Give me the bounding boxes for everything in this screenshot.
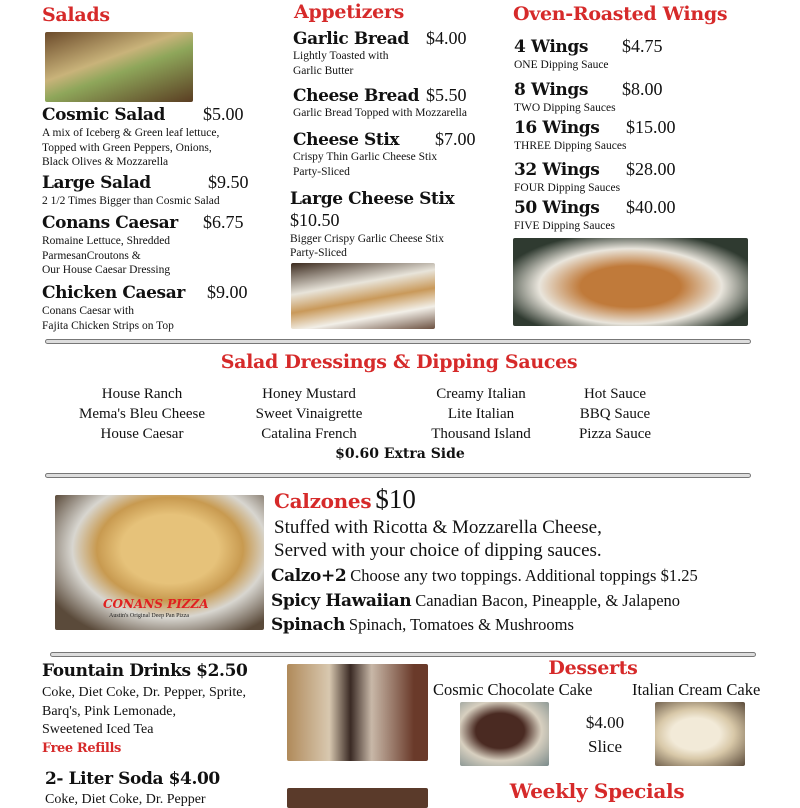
calzone-option xyxy=(271,591,680,611)
salad-photo xyxy=(45,32,193,102)
salad-item-desc: A mix of Iceberg & Green leaf lettuce, xyxy=(42,127,220,139)
wings-option-name: 4 Wings xyxy=(514,37,589,57)
divider xyxy=(50,652,756,657)
salad-item-price: $5.00 xyxy=(203,104,244,124)
appetizer-desc: Garlic Bread Topped with Mozzarella xyxy=(293,107,467,119)
appetizer-desc: Party-Sliced xyxy=(290,247,347,259)
wings-heading: Oven-Roasted Wings xyxy=(513,3,728,25)
fountain-photo xyxy=(287,664,428,761)
sauce-item: Honey Mustard xyxy=(262,386,356,402)
desc-line: Sweetened Iced Tea xyxy=(42,722,154,737)
conans-logo: CONANS PIZZA xyxy=(103,597,209,611)
weekly-specials-heading: Weekly Specials xyxy=(509,779,685,803)
calzone-option xyxy=(271,566,698,586)
wings-option-sauces: TWO Dipping Sauces xyxy=(514,102,616,114)
appetizer-desc: Crispy Thin Garlic Cheese Stix xyxy=(293,151,438,163)
calzone-option-name: Calzo+2 xyxy=(271,566,347,586)
salad-item-desc: Conans Caesar with xyxy=(42,305,134,317)
wings-option-sauces: FIVE Dipping Sauces xyxy=(514,220,615,232)
dessert-price: $4.00 xyxy=(585,713,625,732)
salad-item-price: $9.50 xyxy=(208,172,249,192)
wings-option-name: 16 Wings xyxy=(514,118,600,138)
italian-cream-cake-photo xyxy=(655,702,745,766)
salad-item-name: Large Salad xyxy=(42,173,151,193)
calzones-title-row xyxy=(274,484,416,515)
wings-photo xyxy=(513,238,748,326)
divider xyxy=(45,473,751,478)
salads-heading: Salads xyxy=(42,4,110,26)
calzone-photo xyxy=(55,495,264,630)
fountain-drinks-title: Fountain Drinks $2.50 xyxy=(42,661,248,681)
calzones-heading: Calzones xyxy=(274,489,372,513)
salad-item-price: $9.00 xyxy=(207,282,248,302)
dessert-name: Italian Cream Cake xyxy=(632,680,761,699)
calzone-option-name: Spinach xyxy=(271,615,345,635)
sauce-item: Creamy Italian xyxy=(436,386,526,402)
wings-option-name: 50 Wings xyxy=(514,198,600,218)
salad-item-name: Chicken Caesar xyxy=(42,283,185,303)
conans-logo-tagline: Austin's Original Deep Pan Pizza xyxy=(109,613,190,619)
desc-line: Barq's, Pink Lemonade, xyxy=(42,703,176,719)
desserts-heading: Desserts xyxy=(548,657,638,679)
calzones-description xyxy=(274,516,602,562)
appetizer-price: $4.00 xyxy=(426,28,467,48)
free-refills-note: Free Refills xyxy=(42,740,121,756)
appetizer-name: Cheese Stix xyxy=(293,130,400,150)
sauce-item: Thousand Island xyxy=(431,426,531,442)
sauce-item: Hot Sauce xyxy=(583,386,647,402)
wings-option-sauces: FOUR Dipping Sauces xyxy=(514,182,621,194)
sauce-item: Sweet Vinaigrette xyxy=(255,406,363,422)
calzones-desc-line: Stuffed with Ricotta & Mozzarella Cheese, xyxy=(274,517,602,538)
appetizer-price: $5.50 xyxy=(426,85,467,105)
dessert-name: Cosmic Chocolate Cake xyxy=(433,680,593,699)
wings-option-price: $15.00 xyxy=(626,117,676,137)
cheese-stix-photo xyxy=(291,263,435,329)
salad-item-price: $6.75 xyxy=(203,212,244,232)
sauce-item: Lite Italian xyxy=(447,406,515,422)
appetizer-desc: Lightly Toasted with xyxy=(293,50,389,62)
soda-photo xyxy=(287,788,428,808)
calzones-price: $10 xyxy=(375,484,416,514)
extra-side-price: $0.60 Extra Side xyxy=(335,446,465,462)
salad-item-desc: Fajita Chicken Strips on Top xyxy=(42,319,174,332)
fountain-drinks-desc xyxy=(42,684,246,758)
salad-item-desc: 2 1/2 Times Bigger than Cosmic Salad xyxy=(42,195,220,207)
wings-option-price: $28.00 xyxy=(626,159,676,179)
sauce-item: BBQ Sauce xyxy=(579,406,651,422)
wings-option-name: 32 Wings xyxy=(514,160,600,180)
dressings-heading: Salad Dressings & Dipping Sauces xyxy=(220,351,578,373)
two-liter-title: 2- Liter Soda $4.00 xyxy=(45,769,220,789)
calzone-option-desc: Spinach, Tomatoes & Mushrooms xyxy=(348,615,574,634)
salad-item-name: Conans Caesar xyxy=(42,213,178,233)
appetizer-name: Large Cheese Stix xyxy=(290,189,455,209)
wings-option-sauces: THREE Dipping Sauces xyxy=(514,140,627,152)
appetizers-heading: Appetizers xyxy=(294,1,404,23)
salad-item-desc: Our House Caesar Dressing xyxy=(42,264,171,276)
calzone-option-desc: Canadian Bacon, Pineapple, & Jalapeno xyxy=(415,591,681,610)
salad-item-name: Cosmic Salad xyxy=(42,105,166,125)
sauce-item: Pizza Sauce xyxy=(578,426,652,442)
appetizer-desc: Bigger Crispy Garlic Cheese Stix xyxy=(290,233,444,245)
wings-option-price: $40.00 xyxy=(626,197,676,217)
salad-item-desc: Black Olives & Mozzarella xyxy=(42,156,169,168)
appetizer-price: $7.00 xyxy=(435,129,476,149)
calzones-desc-line: Served with your choice of dipping sauces. xyxy=(274,540,602,561)
salad-item-desc: Topped with Green Peppers, Onions, xyxy=(42,141,212,154)
wings-option-sauces: ONE Dipping Sauce xyxy=(514,59,609,71)
sauce-item: House Ranch xyxy=(101,386,183,402)
salad-item-desc: ParmesanCroutons & xyxy=(42,249,141,262)
salad-item-desc: Romaine Lettuce, Shredded xyxy=(42,235,171,247)
calzone-option xyxy=(271,615,574,635)
calzone-option-name: Spicy Hawaiian xyxy=(271,591,412,611)
wings-option-price: $8.00 xyxy=(622,79,663,99)
calzone-option-desc: Choose any two toppings. Additional toppings $1.25 xyxy=(350,566,698,585)
desc-line: Coke, Diet Coke, Dr. Pepper, Sprite, xyxy=(42,685,246,700)
divider xyxy=(45,339,751,344)
appetizer-name: Garlic Bread xyxy=(293,29,409,49)
sauce-item: House Caesar xyxy=(100,426,184,442)
wings-option-price: $4.75 xyxy=(622,36,663,56)
sauce-item: Mema's Bleu Cheese xyxy=(78,406,206,422)
appetizer-price: $10.50 xyxy=(290,210,340,230)
two-liter-desc: Coke, Diet Coke, Dr. Pepper xyxy=(45,792,206,807)
dessert-unit: Slice xyxy=(588,737,622,756)
appetizer-desc: Garlic Butter xyxy=(293,64,354,77)
appetizer-desc: Party-Sliced xyxy=(293,165,350,178)
sauce-item: Catalina French xyxy=(261,426,357,442)
appetizer-name: Cheese Bread xyxy=(293,86,420,106)
chocolate-cake-photo xyxy=(460,702,549,766)
wings-option-name: 8 Wings xyxy=(514,80,589,100)
